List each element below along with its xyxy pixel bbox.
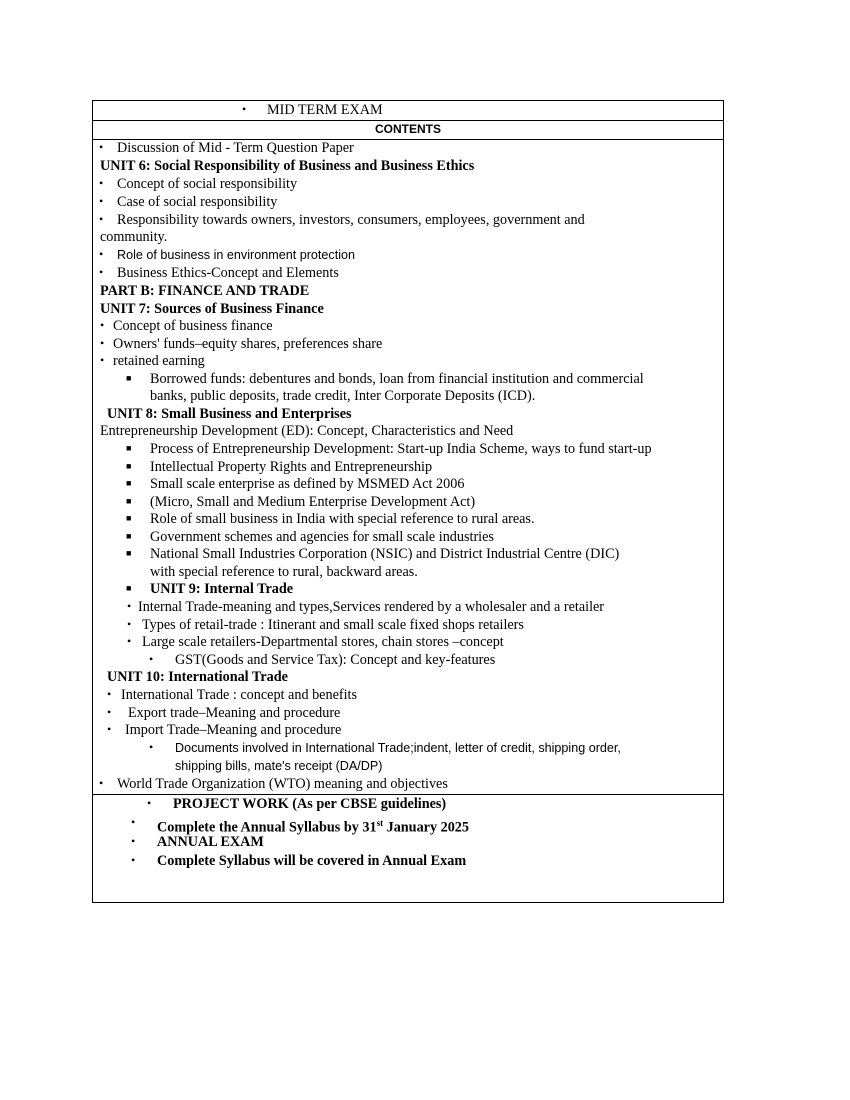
bullet: • bbox=[100, 353, 105, 367]
contents-heading: CONTENTS bbox=[93, 120, 723, 140]
square-bullet: ■ bbox=[126, 583, 132, 593]
list-item: Concept of business finance bbox=[113, 318, 273, 334]
list-item-continued: community. bbox=[100, 229, 168, 245]
list-item: Role of business in environment protection bbox=[117, 248, 356, 262]
unit-8-heading: UNIT 8: Small Business and Enterprises bbox=[107, 406, 352, 422]
bullet: • bbox=[107, 687, 112, 701]
bullet: • bbox=[99, 176, 104, 190]
bullet: • bbox=[127, 634, 132, 648]
bullet: • bbox=[242, 102, 247, 116]
bullet: • bbox=[149, 652, 154, 666]
list-item: Process of Entrepreneurship Development: Start-up India Scheme, ways to fund start-up bbox=[150, 441, 652, 457]
list-item: Export trade–Meaning and procedure bbox=[128, 705, 341, 721]
bullet: • bbox=[99, 247, 104, 261]
annual-section bbox=[93, 795, 723, 902]
list-item: Import Trade–Meaning and procedure bbox=[125, 722, 342, 738]
annual-exam: ANNUAL EXAM bbox=[157, 834, 264, 850]
bullet: • bbox=[99, 212, 104, 226]
square-bullet: ■ bbox=[126, 461, 132, 471]
list-item: Business Ethics-Concept and Elements bbox=[117, 265, 339, 281]
bullet: • bbox=[99, 776, 104, 790]
square-bullet: ■ bbox=[126, 443, 132, 453]
bullet: • bbox=[99, 140, 104, 154]
list-item: National Small Industries Corporation (NSIC) and District Industrial Centre (DIC) bbox=[150, 546, 620, 562]
project-work: PROJECT WORK (As per CBSE guidelines) bbox=[173, 796, 447, 812]
square-bullet: ■ bbox=[126, 531, 132, 541]
mid-term-label: MID TERM EXAM bbox=[267, 102, 383, 118]
list-item-continued: shipping bills, mate's receipt (DA/DP) bbox=[175, 759, 383, 773]
bullet: • bbox=[127, 599, 132, 613]
list-item: Intellectual Property Rights and Entrepreneurship bbox=[150, 459, 433, 475]
bullet: • bbox=[100, 318, 105, 332]
unit-9-heading: UNIT 9: Internal Trade bbox=[150, 581, 294, 597]
list-item: Types of retail-trade : Itinerant and small scale fixed shops retailers bbox=[142, 617, 524, 633]
complete-annual-syllabus: Complete the Annual Syllabus by 31st January 2025 bbox=[157, 818, 469, 836]
list-item: Borrowed funds: debentures and bonds, loan from financial institution and commercial bbox=[150, 371, 644, 387]
syllabus-note: Complete Syllabus will be covered in Annual Exam bbox=[157, 853, 467, 869]
list-item: Large scale retailers-Departmental stores, chain stores –concept bbox=[142, 634, 504, 650]
list-item: Responsibility towards owners, investors, consumers, employees, government and bbox=[117, 212, 585, 228]
square-bullet: ■ bbox=[126, 373, 132, 383]
list-item: International Trade : concept and benefits bbox=[121, 687, 357, 703]
bullet: • bbox=[147, 796, 152, 810]
unit-6-heading: UNIT 6: Social Responsibility of Business and Business Ethics bbox=[100, 158, 475, 174]
square-bullet: ■ bbox=[126, 478, 132, 488]
list-item: Owners' funds–equity shares, preferences share bbox=[113, 336, 383, 352]
contents-body bbox=[93, 140, 723, 795]
square-bullet: ■ bbox=[126, 548, 132, 558]
list-item: World Trade Organization (WTO) meaning and objectives bbox=[117, 776, 448, 792]
mid-term-row bbox=[93, 101, 723, 121]
square-bullet: ■ bbox=[126, 513, 132, 523]
part-b-heading: PART B: FINANCE AND TRADE bbox=[100, 283, 310, 299]
bullet: • bbox=[100, 336, 105, 350]
bullet: • bbox=[131, 834, 136, 848]
unit-8-intro: Entrepreneurship Development (ED): Concept, Characteristics and Need bbox=[100, 423, 514, 439]
list-item-continued: with special reference to rural, backward areas. bbox=[150, 564, 418, 580]
bullet: • bbox=[99, 265, 104, 279]
bullet: • bbox=[107, 722, 112, 736]
list-item: Internal Trade-meaning and types,Services rendered by a wholesaler and a retailer bbox=[138, 599, 605, 615]
list-item: Discussion of Mid - Term Question Paper bbox=[117, 140, 354, 156]
list-item: (Micro, Small and Medium Enterprise Development Act) bbox=[150, 494, 476, 510]
bullet: • bbox=[131, 853, 136, 867]
list-item: Concept of social responsibility bbox=[117, 176, 298, 192]
bullet: • bbox=[127, 617, 132, 631]
bullet: • bbox=[99, 194, 104, 208]
list-item: Case of social responsibility bbox=[117, 194, 278, 210]
list-item-continued: banks, public deposits, trade credit, Inter Corporate Deposits (ICD). bbox=[150, 388, 536, 404]
list-item: Documents involved in International Trade;indent, letter of credit, shipping order, bbox=[175, 741, 621, 755]
bullet: • bbox=[107, 705, 112, 719]
list-item: Role of small business in India with special reference to rural areas. bbox=[150, 511, 535, 527]
unit-7-heading: UNIT 7: Sources of Business Finance bbox=[100, 301, 324, 317]
syllabus-table bbox=[92, 100, 724, 903]
list-item: Government schemes and agencies for small scale industries bbox=[150, 529, 494, 545]
square-bullet: ■ bbox=[126, 496, 132, 506]
list-item: GST(Goods and Service Tax): Concept and key-features bbox=[175, 652, 496, 668]
list-item: Small scale enterprise as defined by MSMED Act 2006 bbox=[150, 476, 465, 492]
unit-10-heading: UNIT 10: International Trade bbox=[107, 669, 288, 685]
bullet: • bbox=[149, 740, 154, 754]
list-item: retained earning bbox=[113, 353, 205, 369]
bullet: • bbox=[131, 815, 136, 829]
